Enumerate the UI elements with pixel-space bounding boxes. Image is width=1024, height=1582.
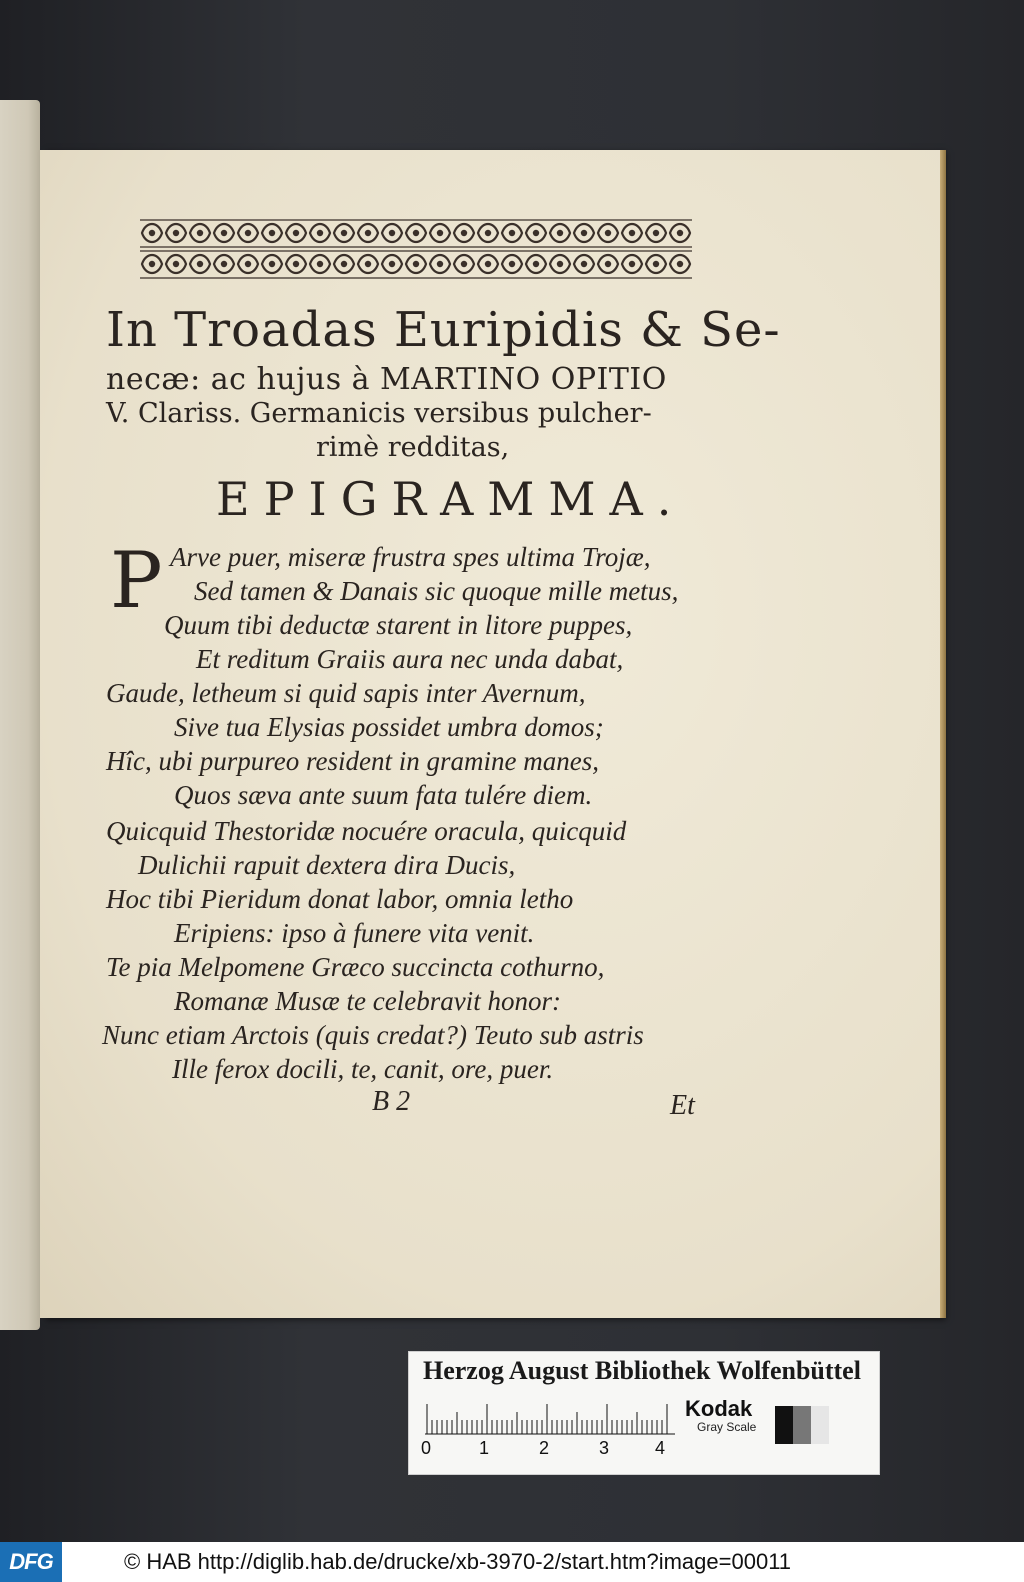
epigramma-heading: EPIGRAMMA. [216,472,686,526]
verse-line: Gaude, letheum si quid sapis inter Avernum, [106,678,586,708]
verse-line: Quum tibi deductæ starent in litore puppes, [164,610,633,640]
verse-line: Hoc tibi Pieridum donat labor, omnia letho [106,884,574,914]
verse-line: Eripiens: ipso à funere vita venit. [174,918,535,948]
page-edge [940,150,946,1318]
title-line-2: necæ: ac hujus à MARTINO OPITIO [106,362,667,397]
kodak-logo-text: Kodak [685,1396,753,1421]
verse-line: Romanæ Musæ te celebravit honor: [174,986,561,1016]
scale-number: 1 [479,1438,490,1458]
verse-line: Hîc, ubi purpureo resident in gramine manes, [106,746,599,776]
scale-number: 3 [599,1438,610,1458]
title-line-1: In Troadas Euripidis & Se- [106,302,781,358]
dfg-logo: DFG [0,1542,62,1582]
catchword: Et [670,1090,695,1121]
verse-line: Arve puer, miseræ frustra spes ultima Trojæ, [170,542,651,572]
verse-line: Nunc etiam Arctois (quis credat?) Teuto sub astris [102,1020,644,1050]
verse-line: Et reditum Graiis aura nec unda dabat, [196,644,624,674]
credit-link[interactable]: © HAB http://diglib.hab.de/drucke/xb-3970-2/start.htm?image=00011 [124,1549,792,1574]
scale-number: 2 [539,1438,550,1458]
signature-mark: B 2 [372,1086,411,1117]
verse-line: Ille ferox docili, te, canit, ore, puer. [172,1054,554,1084]
verse-line: Quos sæva ante suum fata tulére diem. [174,780,593,810]
title-line-4: rimè redditas, [316,432,510,463]
verse-line: Te pia Melpomene Græco succincta cothurno, [106,952,605,982]
gray-scale-label: Gray Scale [697,1420,757,1434]
gray-swatches [775,1406,829,1444]
verse-line: Quicquid Thestoridæ nocuére oracula, quicquid [106,816,627,846]
verse-line: Sive tua Elysias possidet umbra domos; [174,712,604,742]
footer-bar [0,1542,1024,1582]
verse-line: Sed tamen & Danais sic quoque mille metus, [194,576,679,606]
book-page [40,150,940,1318]
drop-cap: P [110,536,163,626]
color-calibration-card [408,1351,880,1475]
title-line-3: V. Clariss. Germanicis versibus pulcher- [106,398,652,429]
card-title: Herzog August Bibliothek Wolfenbüttel [423,1356,861,1385]
ornament-band [140,218,692,280]
scale-number: 0 [421,1438,432,1458]
previous-page-edge [0,100,40,1330]
scale-number: 4 [655,1438,666,1458]
ruler-scale [425,1400,675,1436]
verse-line: Dulichii rapuit dextera dira Ducis, [138,850,516,880]
